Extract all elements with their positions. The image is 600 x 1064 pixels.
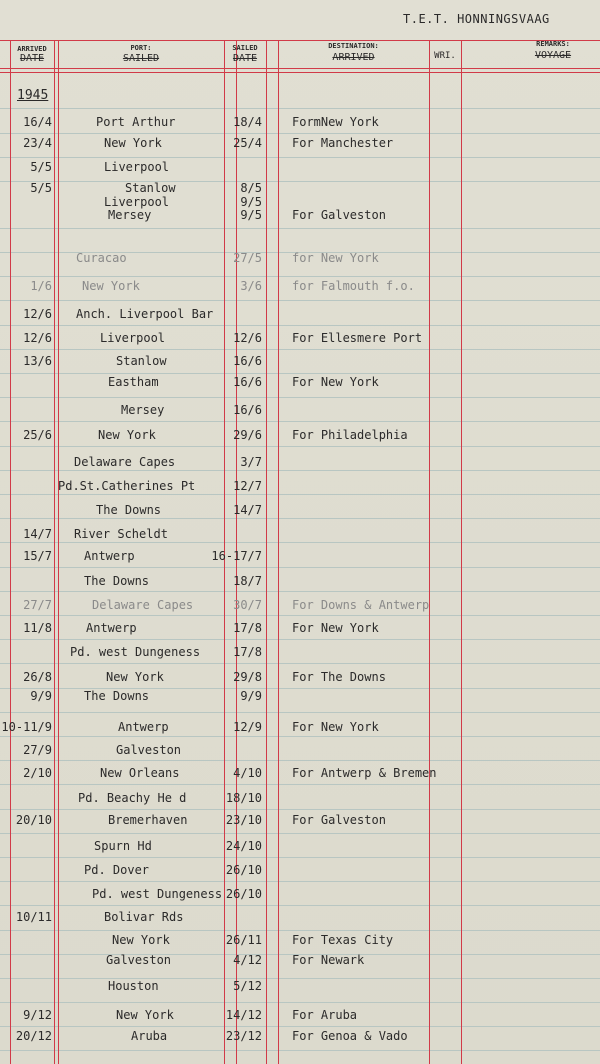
sailed-date: 30/7 bbox=[233, 598, 262, 612]
sailed-date: 25/4 bbox=[233, 136, 262, 150]
port-name: New York bbox=[112, 933, 170, 947]
header-arrived: ARRIVED bbox=[17, 45, 47, 53]
port-name: Antwerp bbox=[84, 549, 135, 563]
port-name: Pd.St.Catherines Pt bbox=[58, 479, 196, 493]
port-name: Pd. west Dungeness bbox=[92, 887, 223, 901]
port-name: Mersey bbox=[121, 403, 165, 417]
sailed-date: 18/10 bbox=[225, 791, 262, 805]
sailed-date: 14/12 bbox=[225, 1008, 262, 1022]
port-name: Bremerhaven bbox=[108, 813, 188, 827]
destination-note: For Ellesmere Port bbox=[292, 331, 423, 345]
sailed-date: 9/5 bbox=[240, 195, 262, 209]
port-name: Pd. Dover bbox=[84, 863, 150, 877]
column-rule bbox=[58, 40, 59, 1064]
arrived-date: 13/6 bbox=[23, 354, 52, 368]
port-name: Delaware Capes bbox=[74, 455, 176, 469]
port-name: Liverpool bbox=[104, 195, 170, 209]
sailed-date: 14/7 bbox=[233, 503, 262, 517]
column-rule bbox=[54, 40, 55, 1064]
arrived-date: 10/11 bbox=[15, 910, 52, 924]
sailed-date: 9/5 bbox=[240, 208, 262, 222]
destination-note: For New York bbox=[292, 621, 379, 635]
sailed-date: 23/12 bbox=[225, 1029, 262, 1043]
sailed-date: 18/4 bbox=[233, 115, 262, 129]
port-name: Stanlow bbox=[116, 354, 167, 368]
sailed-date: 29/6 bbox=[233, 428, 262, 442]
header-sailed: SAILED bbox=[232, 44, 258, 52]
arrived-date: 9/9 bbox=[30, 689, 52, 703]
port-name: Eastham bbox=[108, 375, 159, 389]
port-name: New York bbox=[106, 670, 164, 684]
sailed-date: 23/10 bbox=[225, 813, 262, 827]
column-rule bbox=[278, 40, 279, 1064]
arrived-date: 20/12 bbox=[15, 1029, 52, 1043]
arrived-date: 25/6 bbox=[23, 428, 52, 442]
port-name: Houston bbox=[108, 979, 159, 993]
sailed-date: 16/6 bbox=[233, 403, 262, 417]
arrived-date: 16/4 bbox=[23, 115, 52, 129]
port-name: Pd. Beachy He d bbox=[78, 791, 187, 805]
arrived-date: 5/5 bbox=[30, 181, 52, 195]
header-arrived-struck: DATE bbox=[19, 53, 45, 64]
port-name: Pd. west Dungeness bbox=[70, 645, 201, 659]
port-name: Galveston bbox=[116, 743, 182, 757]
ship-name: T.E.T. HONNINGSVAAG bbox=[403, 12, 550, 26]
destination-note: for New York bbox=[292, 251, 379, 265]
sailed-date: 12/7 bbox=[233, 479, 262, 493]
header-remarks: REMARKS: bbox=[536, 40, 570, 48]
destination-note: For Downs & Antwerp bbox=[292, 598, 430, 612]
destination-note: For New York bbox=[292, 720, 379, 734]
port-name: Anch. Liverpool Bar bbox=[76, 307, 214, 321]
arrived-date: 23/4 bbox=[23, 136, 52, 150]
sailed-date: 26/10 bbox=[225, 887, 262, 901]
header-wri: WRI. bbox=[434, 51, 456, 61]
port-name: New York bbox=[82, 279, 140, 293]
sailed-date: 24/10 bbox=[225, 839, 262, 853]
arrived-date: 11/8 bbox=[23, 621, 52, 635]
destination-note: For Antwerp & Bremen bbox=[292, 766, 437, 780]
sailed-date: 16/6 bbox=[233, 375, 262, 389]
arrived-date: 27/7 bbox=[23, 598, 52, 612]
column-rule bbox=[429, 40, 430, 1064]
arrived-date: 12/6 bbox=[23, 331, 52, 345]
header-destination-struck: ARRIVED bbox=[332, 52, 375, 63]
arrived-date: 14/7 bbox=[23, 527, 52, 541]
port-name: New York bbox=[98, 428, 156, 442]
header-port: PORT: bbox=[130, 44, 152, 52]
port-name: The Downs bbox=[84, 574, 150, 588]
destination-note: For Philadelphia bbox=[292, 428, 408, 442]
header-port-struck: SAILED bbox=[122, 53, 160, 64]
sailed-date: 4/12 bbox=[233, 953, 262, 967]
sailed-date: 17/8 bbox=[233, 645, 262, 659]
arrived-date: 26/8 bbox=[23, 670, 52, 684]
sailed-date: 3/6 bbox=[240, 279, 262, 293]
destination-note: For Galveston bbox=[292, 813, 386, 827]
port-name: New York bbox=[116, 1008, 174, 1022]
sailed-date: 16-17/7 bbox=[211, 549, 262, 563]
port-name: Port Arthur bbox=[96, 115, 176, 129]
port-name: Mersey bbox=[108, 208, 152, 222]
destination-note: FormNew York bbox=[292, 115, 379, 129]
port-name: Curacao bbox=[76, 251, 127, 265]
sailed-date: 29/8 bbox=[233, 670, 262, 684]
destination-note: For The Downs bbox=[292, 670, 386, 684]
header-bottom-rule bbox=[0, 68, 600, 69]
arrived-date: 5/5 bbox=[30, 160, 52, 174]
arrived-date: 10-11/9 bbox=[1, 720, 52, 734]
header-destination: DESTINATION: bbox=[328, 42, 379, 50]
port-name: Aruba bbox=[131, 1029, 168, 1043]
sailed-date: 17/8 bbox=[233, 621, 262, 635]
destination-note: For Genoa & Vado bbox=[292, 1029, 408, 1043]
port-name: The Downs bbox=[96, 503, 162, 517]
port-name: Stanlow bbox=[125, 181, 176, 195]
destination-note: For Manchester bbox=[292, 136, 394, 150]
sailed-date: 4/10 bbox=[233, 766, 262, 780]
sailed-date: 9/9 bbox=[240, 689, 262, 703]
arrived-date: 9/12 bbox=[23, 1008, 52, 1022]
sailed-date: 12/9 bbox=[233, 720, 262, 734]
sailed-date: 12/6 bbox=[233, 331, 262, 345]
destination-note: For Galveston bbox=[292, 208, 386, 222]
port-name: Bolivar Rds bbox=[104, 910, 184, 924]
arrived-date: 1/6 bbox=[30, 279, 52, 293]
sailed-date: 27/5 bbox=[233, 251, 262, 265]
arrived-date: 2/10 bbox=[23, 766, 52, 780]
year-label: 1945 bbox=[17, 88, 49, 103]
port-name: Liverpool bbox=[100, 331, 166, 345]
destination-note: for Falmouth f.o. bbox=[292, 279, 415, 293]
port-name: The Downs bbox=[84, 689, 150, 703]
destination-note: For New York bbox=[292, 375, 379, 389]
header-sailed-struck: DATE bbox=[232, 53, 258, 64]
arrived-date: 20/10 bbox=[15, 813, 52, 827]
arrived-date: 27/9 bbox=[23, 743, 52, 757]
port-name: Spurn Hd bbox=[94, 839, 152, 853]
port-name: Antwerp bbox=[86, 621, 137, 635]
sailed-date: 26/10 bbox=[225, 863, 262, 877]
port-name: Antwerp bbox=[118, 720, 169, 734]
sailed-date: 16/6 bbox=[233, 354, 262, 368]
port-name: Liverpool bbox=[104, 160, 170, 174]
column-rule bbox=[266, 40, 267, 1064]
sailed-date: 8/5 bbox=[240, 181, 262, 195]
destination-note: For Aruba bbox=[292, 1008, 358, 1022]
port-name: Delaware Capes bbox=[92, 598, 194, 612]
column-rule bbox=[461, 40, 462, 1064]
port-name: River Scheldt bbox=[74, 527, 168, 541]
port-name: Galveston bbox=[106, 953, 172, 967]
sailed-date: 26/11 bbox=[225, 933, 262, 947]
sailed-date: 18/7 bbox=[233, 574, 262, 588]
destination-note: For Texas City bbox=[292, 933, 394, 947]
destination-note: For Newark bbox=[292, 953, 365, 967]
port-name: New Orleans bbox=[100, 766, 180, 780]
port-name: New York bbox=[104, 136, 162, 150]
header-remarks-sub: VOYAGE bbox=[534, 50, 572, 61]
arrived-date: 15/7 bbox=[23, 549, 52, 563]
sailed-date: 5/12 bbox=[233, 979, 262, 993]
sailed-date: 3/7 bbox=[240, 455, 262, 469]
arrived-date: 12/6 bbox=[23, 307, 52, 321]
header-bottom-rule-2 bbox=[0, 72, 600, 73]
column-rule bbox=[10, 40, 11, 1064]
